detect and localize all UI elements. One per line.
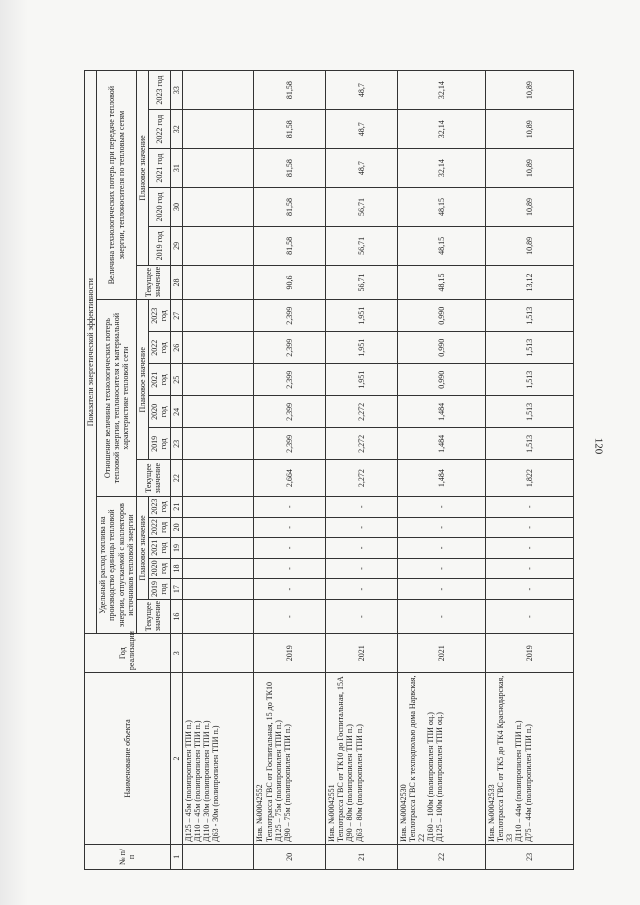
value-cell-b	[182, 460, 254, 497]
value-cell-b: 1,484	[397, 460, 485, 497]
scan-edge	[0, 0, 28, 905]
object-name: Инв. №00042533 Теплотрасса ГВС от ТК5 до ТК4 Краснодарская, 33 Д110 – 44м (полипропилен ТПИ п.) Д75 – 44м (полипропилен ТПИ п.)	[485, 673, 573, 845]
value-cell-c: 32,14	[397, 149, 485, 188]
year-c-2019: 2019 год	[149, 226, 170, 265]
value-cell-c: 10,89	[485, 226, 573, 265]
index-cell: 3	[170, 634, 182, 673]
row-number: 20	[254, 844, 326, 869]
value-cell-a: -	[397, 579, 485, 600]
value-cell-a: -	[485, 517, 573, 538]
value-cell-a: -	[485, 558, 573, 579]
value-cell-c	[182, 226, 254, 265]
object-name: Д125 – 45м (полипропилен ТПИ п.) Д110 – 45м (полипропилен ТПИ п.) Д110 – 30м (полипропилен ТПИ п.) Д63 - 30м (полипропилен ТПИ п.)	[182, 673, 254, 845]
value-cell-b	[182, 364, 254, 396]
header-year: Год реализации	[85, 634, 171, 673]
header-group-a: Удельный расход топлива на производство единицы тепловой энергии, отпускаемой с коллекторов источников тепловой энергии	[97, 496, 137, 633]
value-cell-b: 1,484	[397, 396, 485, 428]
value-cell-c	[182, 149, 254, 188]
value-cell-b: 1,513	[485, 332, 573, 364]
header-group-b: Отношение величины технологических потерь тепловой энергии, теплоносителя к материальной характеристике тепловой сети	[97, 300, 137, 497]
index-cell: 33	[170, 71, 182, 110]
table-row	[254, 71, 326, 870]
header-name: Наименование объекта	[85, 673, 171, 845]
value-cell-a	[182, 517, 254, 538]
object-name: Инв. №00042530 Теплотрасса ГВС к техподполью дома Нарвская, 22 Д160 – 100м (полипропилен ТПИ оц.) Д125 – 100м (полипропилен ТПИ оц.)	[397, 673, 485, 845]
index-cell: 28	[170, 265, 182, 299]
header-planned-c: Плановое значение	[136, 71, 148, 266]
value-cell-a: -	[254, 558, 326, 579]
value-cell-a: -	[485, 538, 573, 559]
value-cell-a: -	[397, 517, 485, 538]
index-cell: 1	[170, 844, 182, 869]
value-cell-a: -	[254, 579, 326, 600]
value-cell-b: 1,484	[397, 428, 485, 460]
value-cell-a: -	[325, 599, 397, 633]
year-a-2022: 2022 год	[149, 517, 170, 538]
table-row	[325, 71, 397, 870]
value-cell-b: 2,399	[254, 300, 326, 332]
value-cell-c: 10,89	[485, 149, 573, 188]
header-num: № п/п	[85, 844, 171, 869]
value-cell-c: 81,58	[254, 226, 326, 265]
year-a-2020: 2020 год	[149, 558, 170, 579]
value-cell-c: 81,58	[254, 110, 326, 149]
value-cell-a: -	[485, 579, 573, 600]
value-cell-b: 2,272	[325, 428, 397, 460]
realization-year: 2021	[325, 634, 397, 673]
index-cell: 20	[170, 517, 182, 538]
table-row	[485, 71, 573, 870]
value-cell-b: 1,513	[485, 396, 573, 428]
value-cell-a	[182, 496, 254, 517]
year-a-2021: 2021 год	[149, 538, 170, 559]
value-cell-b: 0,990	[397, 300, 485, 332]
index-cell: 22	[170, 460, 182, 497]
value-cell-a: -	[325, 558, 397, 579]
value-cell-b: 2,272	[325, 396, 397, 428]
value-cell-c: 48,7	[325, 110, 397, 149]
value-cell-b	[182, 396, 254, 428]
value-cell-c: 10,89	[485, 71, 573, 110]
header-current-c: Текущее значение	[136, 265, 170, 299]
value-cell-b: 2,399	[254, 428, 326, 460]
value-cell-b	[182, 332, 254, 364]
value-cell-b: 2,399	[254, 332, 326, 364]
value-cell-a: -	[254, 496, 326, 517]
value-cell-c: 32,14	[397, 71, 485, 110]
year-b-2021: 2021 год	[149, 364, 170, 396]
header-current-b: Текущее значение	[136, 460, 170, 497]
value-cell-a	[182, 599, 254, 633]
value-cell-c: 48,15	[397, 188, 485, 227]
index-cell: 2	[170, 673, 182, 845]
value-cell-b: 2,399	[254, 364, 326, 396]
index-cell: 18	[170, 558, 182, 579]
value-cell-b: 1,513	[485, 428, 573, 460]
header-planned-b: Плановое значение	[136, 300, 148, 460]
value-cell-a	[182, 538, 254, 559]
value-cell-c	[182, 188, 254, 227]
value-cell-c: 48,7	[325, 149, 397, 188]
year-b-2020: 2020 год	[149, 396, 170, 428]
year-a-2023: 2023 год	[149, 496, 170, 517]
row-number: 23	[485, 844, 573, 869]
value-cell-a: -	[254, 599, 326, 633]
realization-year: 2021	[397, 634, 485, 673]
value-cell-a: -	[325, 579, 397, 600]
value-cell-c: 10,89	[485, 188, 573, 227]
index-cell: 17	[170, 579, 182, 600]
value-cell-c	[182, 265, 254, 299]
value-cell-a: -	[397, 599, 485, 633]
value-cell-a: -	[397, 558, 485, 579]
value-cell-b: 2,664	[254, 460, 326, 497]
value-cell-b	[182, 300, 254, 332]
value-cell-b: 1,822	[485, 460, 573, 497]
value-cell-a: -	[325, 538, 397, 559]
value-cell-a	[182, 558, 254, 579]
value-cell-a: -	[397, 496, 485, 517]
value-cell-a: -	[485, 599, 573, 633]
row-number: 21	[325, 844, 397, 869]
index-cell: 30	[170, 188, 182, 227]
value-cell-c: 81,58	[254, 188, 326, 227]
index-cell: 16	[170, 599, 182, 633]
realization-year: 2019	[485, 634, 573, 673]
value-cell-b: 1,951	[325, 332, 397, 364]
object-name: Инв. №00042552 Теплотрасса ГВС от Госпитальная, 15 до ТК10 Д125 – 75м (полипропилен ТПИ п.) Д90 – 75м (полипропилен ТПИ п.)	[254, 673, 326, 845]
year-b-2019: 2019 год	[149, 428, 170, 460]
value-cell-b: 0,990	[397, 332, 485, 364]
row-number	[182, 844, 254, 869]
value-cell-c: 48,7	[325, 71, 397, 110]
value-cell-b: 1,513	[485, 300, 573, 332]
value-cell-a: -	[325, 517, 397, 538]
value-cell-c: 32,14	[397, 110, 485, 149]
year-c-2022: 2022 год	[149, 110, 170, 149]
index-row	[170, 71, 182, 870]
page-number: 120	[592, 437, 605, 455]
index-cell: 32	[170, 110, 182, 149]
value-cell-b: 0,990	[397, 364, 485, 396]
value-cell-c: 13,12	[485, 265, 573, 299]
value-cell-b: 1,951	[325, 364, 397, 396]
realization-year	[182, 634, 254, 673]
year-b-2022: 2022 год	[149, 332, 170, 364]
value-cell-c: 10,89	[485, 110, 573, 149]
value-cell-a: -	[325, 496, 397, 517]
value-cell-c: 56,71	[325, 265, 397, 299]
value-cell-a: -	[254, 538, 326, 559]
value-cell-c	[182, 110, 254, 149]
value-cell-b: 2,272	[325, 460, 397, 497]
value-cell-c: 56,71	[325, 226, 397, 265]
index-cell: 29	[170, 226, 182, 265]
energy-efficiency-table	[84, 70, 574, 870]
table-row	[182, 71, 254, 870]
table-row	[397, 71, 485, 870]
value-cell-c: 90,6	[254, 265, 326, 299]
index-cell: 23	[170, 428, 182, 460]
value-cell-c: 81,58	[254, 71, 326, 110]
rotated-table-wrapper	[84, 70, 574, 870]
index-cell: 19	[170, 538, 182, 559]
value-cell-c: 48,15	[397, 226, 485, 265]
year-b-2023: 2023 год	[149, 300, 170, 332]
index-cell: 25	[170, 364, 182, 396]
value-cell-b: 1,513	[485, 364, 573, 396]
index-cell: 31	[170, 149, 182, 188]
header-indicators: Показатели энергетической эффективности	[85, 71, 97, 634]
header-planned-a: Плановое значение	[136, 496, 148, 599]
index-cell: 26	[170, 332, 182, 364]
index-cell: 27	[170, 300, 182, 332]
value-cell-c: 56,71	[325, 188, 397, 227]
value-cell-c: 48,15	[397, 265, 485, 299]
object-name: Инв. №00042551 Теплотрасса ГВС от ТК10 до Госпитальная, 15А Д90 – 80м (полипропилен ТПИ п.) Д63 – 80м (полипропилен ТПИ п.)	[325, 673, 397, 845]
value-cell-a: -	[485, 496, 573, 517]
table-body	[182, 71, 573, 870]
value-cell-b: 2,399	[254, 396, 326, 428]
value-cell-a: -	[397, 538, 485, 559]
index-cell: 21	[170, 496, 182, 517]
year-c-2020: 2020 год	[149, 188, 170, 227]
value-cell-a: -	[254, 517, 326, 538]
year-a-2019: 2019 год	[149, 579, 170, 600]
value-cell-c	[182, 71, 254, 110]
year-c-2023: 2023 год	[149, 71, 170, 110]
realization-year: 2019	[254, 634, 326, 673]
index-cell: 24	[170, 396, 182, 428]
value-cell-a	[182, 579, 254, 600]
row-number: 22	[397, 844, 485, 869]
header-group-c: Величина технологических потерь при передаче тепловой энергии, теплоносителя по тепловым сетям	[97, 71, 137, 300]
header-current-a: Текущее значение	[136, 599, 170, 633]
year-c-2021: 2021 год	[149, 149, 170, 188]
value-cell-b	[182, 428, 254, 460]
value-cell-c: 81,58	[254, 149, 326, 188]
value-cell-b: 1,951	[325, 300, 397, 332]
